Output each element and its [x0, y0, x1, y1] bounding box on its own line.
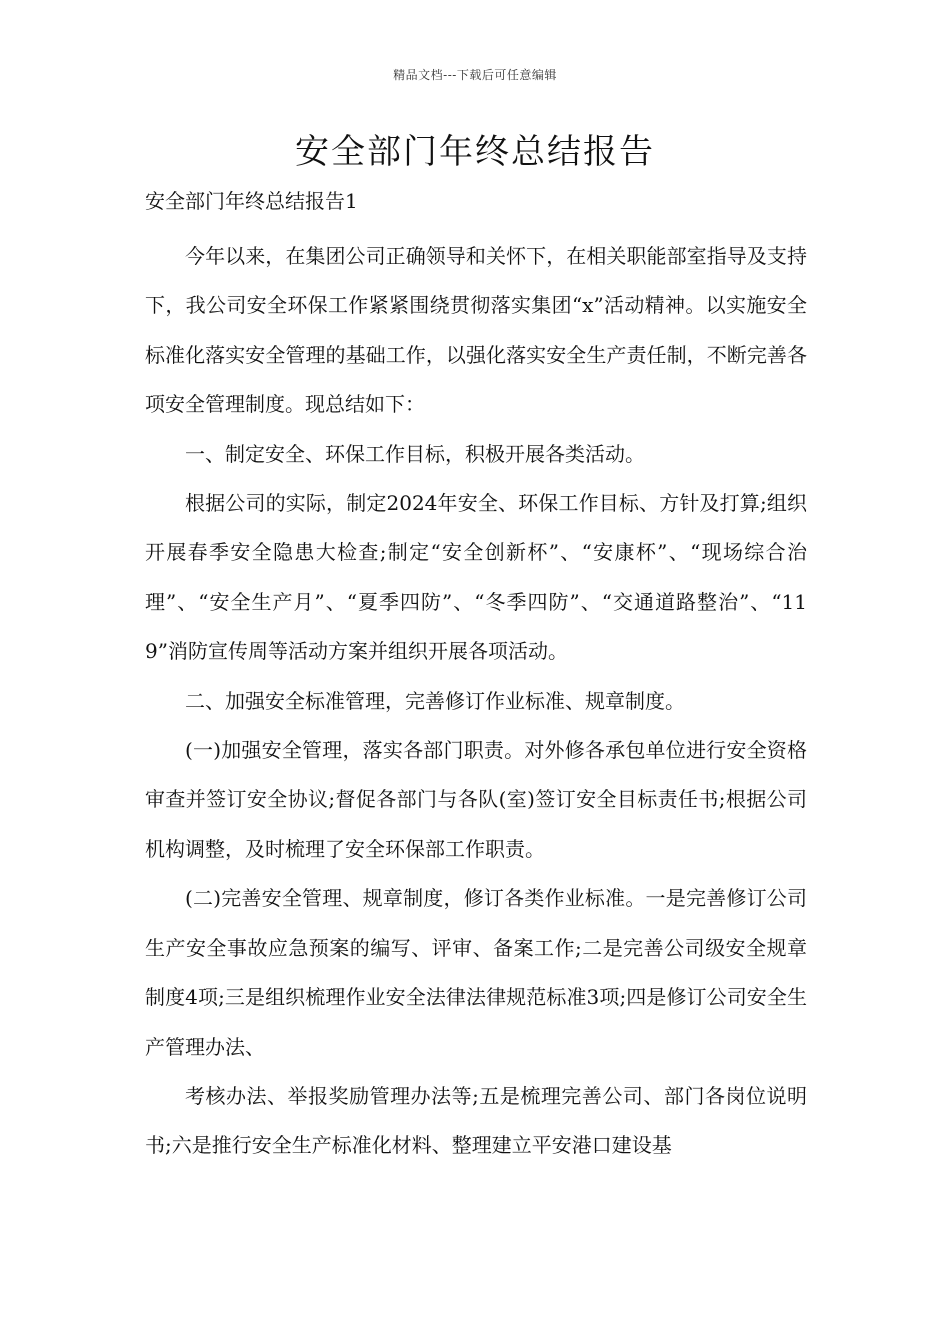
paragraph-continued: 考核办法、举报奖励管理办法等;五是梳理完善公司、部门各岗位说明书;六是推行安全生产标准化材料、整理建立平安港口建设基 — [145, 1083, 807, 1158]
paragraph-section-1: (一)加强安全管理，落实各部门职责。对外修各承包单位进行安全资格审查并签订安全协议;督促各部门与各队(室)签订安全目标责任书;根据公司机构调整，及时梳理了安全环保部工作职责。 — [145, 738, 807, 861]
paragraph-heading-1: 一、制定安全、环保工作目标，积极开展各类活动。 — [185, 441, 645, 466]
paragraph-intro: 今年以来，在集团公司正确领导和关怀下，在相关职能部室指导及支持下，我公司安全环保工作紧紧围绕贯彻落实集团“x”活动精神。以实施安全标准化落实安全管理的基础工作，以强化落实安全生产责任制，不断完善各项安全管理制度。现总结如下： — [145, 244, 807, 417]
paragraph-heading-2: 二、加强安全标准管理，完善修订作业标准、规章制度。 — [185, 688, 685, 713]
page-title: 安全部门年终总结报告 — [295, 132, 655, 172]
document-body — [145, 232, 807, 1171]
report-subtitle: 安全部门年终总结报告1 — [145, 189, 358, 213]
paragraph-section-2: (二)完善安全管理、规章制度，修订各类作业标准。一是完善修订公司生产安全事故应急预案的编写、评审、备案工作;二是完善公司级安全规章制度4项;三是组织梳理作业安全法律法律规范标准3项;四是修订公司安全生产管理办法、 — [145, 886, 807, 1059]
paragraph-activities: 根据公司的实际，制定2024年安全、环保工作目标、方针及打算;组织开展春季安全隐患大检查;制定“安全创新杯”、“安康杯”、“现场综合治理”、“安全生产月”、“夏季四防”、“冬季四防”、“交通道路整治”、“119”消防宣传周等活动方案并组织开展各项活动。 — [145, 491, 807, 664]
header-note: 精品文档---下载后可任意编辑 — [393, 68, 557, 82]
